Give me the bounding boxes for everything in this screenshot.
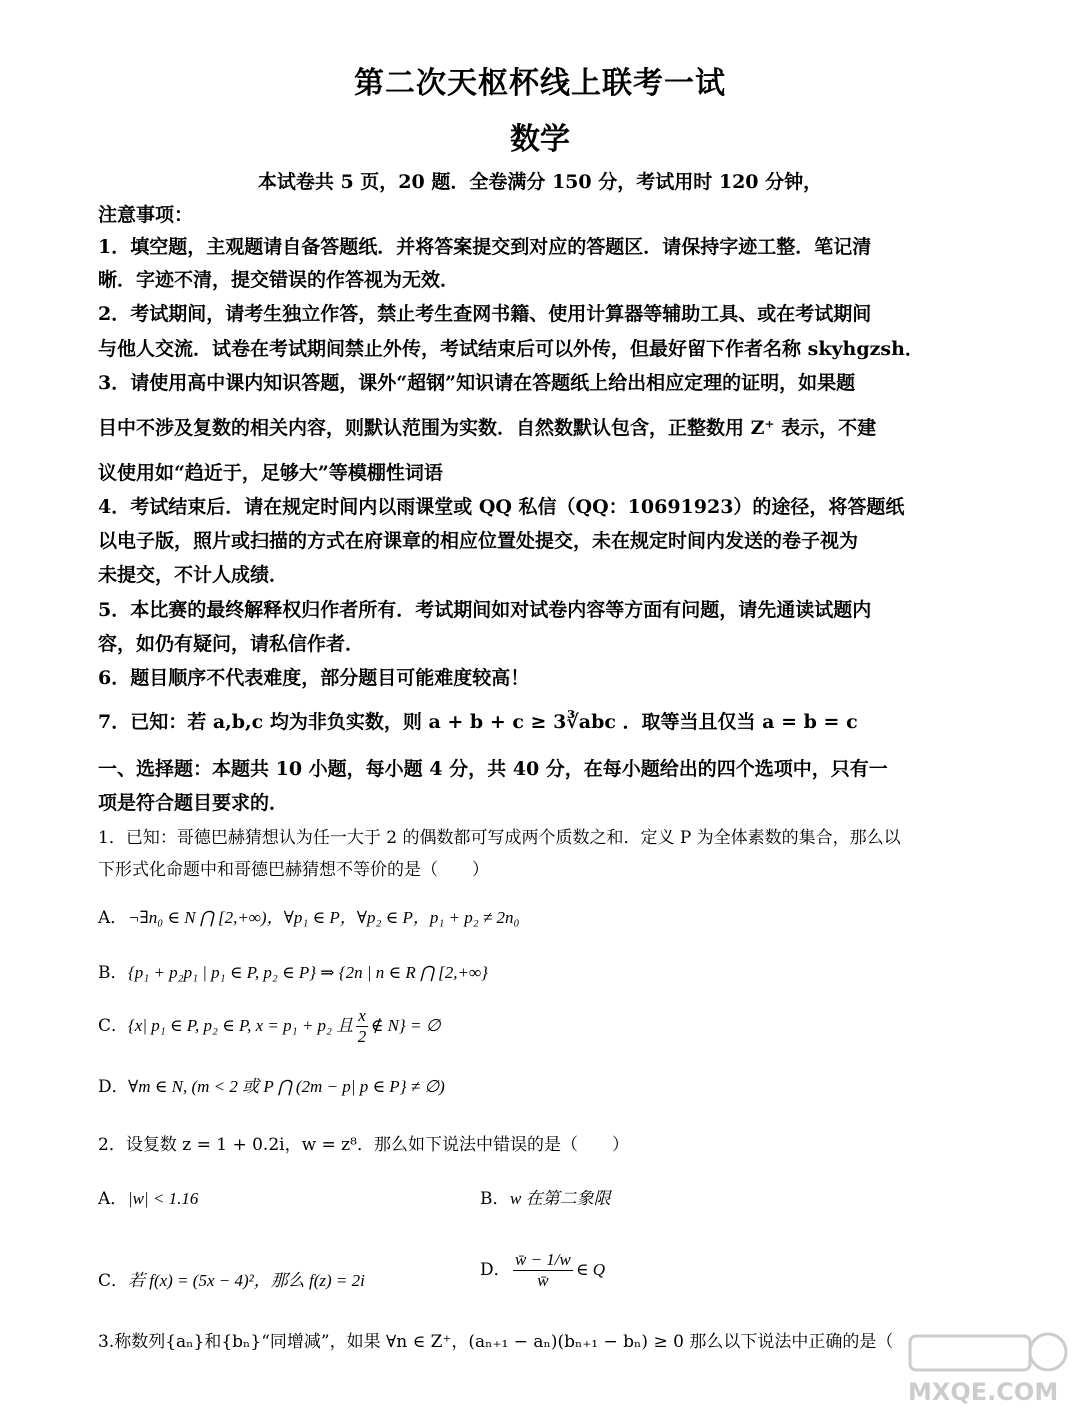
note-line: 晰．字迹不清，提交错误的作答视为无效．	[98, 269, 460, 291]
note-line: 7．已知：若 a,b,c 均为非负实数，则 a + b + c ≥ 3∛abc ．取等当且仅当 a = b = c	[98, 711, 858, 733]
q2-option-b	[480, 1184, 611, 1209]
note-line: 容，如仍有疑问，请私信作者．	[98, 633, 365, 655]
exam-title: 第二次天枢杯线上联考一试	[354, 66, 726, 101]
section-heading: 项是符合题目要求的．	[98, 792, 289, 814]
watermark-logo	[902, 1330, 1072, 1408]
note-line: 6．题目顺序不代表难度，部分题目可能难度较高！	[98, 667, 530, 689]
note-line: 目中不涉及复数的相关内容，则默认范围为实数．自然数默认包含，正整数用 Z⁺ 表示，不建	[98, 417, 877, 439]
q1-option-c	[98, 1006, 441, 1047]
note-line: 未提交，不计人成绩．	[98, 564, 289, 586]
fraction-denominator: 2	[357, 1027, 367, 1046]
option-text: {p₁ + p₂p₁ | p₁ ∈ P, p₂ ∈ P} ⇒ {2n | n ∈ R ⋂ [2,+∞}	[128, 963, 488, 982]
option-text: w 在第二象限	[510, 1189, 611, 1208]
option-label: B．	[480, 1189, 510, 1209]
q2-option-c	[98, 1266, 365, 1291]
fraction	[513, 1250, 573, 1291]
note-line: 4．考试结束后．请在规定时间内以雨课堂或 QQ 私信（QQ：10691923）的途径，将答题纸	[98, 496, 905, 518]
option-label: D．	[98, 1077, 129, 1097]
q2-option-d	[480, 1250, 605, 1291]
q1-option-a	[98, 903, 519, 928]
fraction-numerator: x	[358, 1006, 366, 1025]
note-line: 2．考试期间，请考生独立作答，禁止考生查网书籍、使用计算器等辅助工具、或在考试期间	[98, 303, 872, 325]
note-line: 与他人交流．试卷在考试期间禁止外传，考试结束后可以外传，但最好留下作者名称 skyhgzsh．	[98, 338, 924, 360]
fraction-denominator: w̄	[537, 1271, 549, 1290]
option-label: C．	[98, 1016, 129, 1036]
note-line: 3．请使用高中课内知识答题，课外“超钢”知识请在答题纸上给出相应定理的证明，如果题	[98, 372, 856, 394]
option-label: D．	[480, 1260, 511, 1280]
note-line: 议使用如“趋近于，足够大”等模棚性词语	[98, 462, 443, 484]
option-text: ∀m ∈ N, (m < 2 或 P ⋂ (2m − p| p ∈ P} ≠ ∅)	[128, 1077, 445, 1096]
fraction	[356, 1006, 368, 1047]
option-text: ∈ Q	[575, 1260, 605, 1279]
note-line: 1．填空题，主观题请自备答题纸．并将答案提交到对应的答题区．请保持字迹工整．笔记清	[98, 236, 872, 258]
subject-title: 数学	[510, 122, 570, 157]
note-line: 以电子版，照片或扫描的方式在府课章的相应位置处提交，未在规定时间内发送的卷子视为	[98, 530, 859, 552]
question-2-stem: 2．设复数 z = 1 + 0.2i，w = z⁸．那么如下说法中错误的是（ ）	[98, 1135, 629, 1155]
question-1-stem: 1．已知：哥德巴赫猜想认为任一大于 2 的偶数都可写成两个质数之和．定义 P 为全体素数的集合，那么以	[98, 828, 901, 848]
q1-option-b	[98, 958, 488, 983]
option-text: |w| < 1.16	[128, 1189, 199, 1208]
option-label: A．	[98, 1189, 128, 1209]
exam-info: 本试卷共 5 页，20 题．全卷满分 150 分，考试用时 120 分钟，	[257, 171, 823, 193]
q1-option-d	[98, 1072, 445, 1097]
question-1-stem: 下形式化命题中和哥德巴赫猜想不等价的是（ ）	[98, 860, 489, 880]
option-label: C．	[98, 1271, 129, 1291]
option-text: ∉ N} = ∅	[370, 1016, 441, 1035]
option-label: A．	[98, 908, 128, 928]
option-text: 若 f(x) = (5x − 4)²，那么 f(z) = 2i	[128, 1271, 365, 1290]
section-heading: 一、选择题：本题共 10 小题，每小题 4 分，共 40 分，在每小题给出的四个选项中，只有一	[98, 758, 888, 780]
notes-heading: 注意事项：	[98, 204, 194, 226]
question-3-stem: 3.称数列{aₙ}和{bₙ}“同增减”，如果 ∀n ∈ Z⁺，(aₙ₊₁ − aₙ)(bₙ₊₁ − bₙ) ≥ 0 那么以下说法中正确的是（	[98, 1332, 894, 1352]
q2-option-a	[98, 1184, 198, 1209]
fraction-numerator: w̄ − 1/w	[515, 1250, 571, 1269]
watermark-text: MXQE.COM	[908, 1378, 1059, 1406]
note-line: 5．本比赛的最终解释权归作者所有．考试期间如对试卷内容等方面有问题，请先通读试题内	[98, 599, 872, 621]
option-label: B．	[98, 963, 128, 983]
watermark-icon	[902, 1330, 1072, 1408]
option-text: {x| p₁ ∈ P, p₂ ∈ P, x = p₁ + p₂ 且	[128, 1016, 354, 1035]
option-text: ¬∃n₀ ∈ N ⋂ [2,+∞)，∀p₁ ∈ P，∀p₂ ∈ P，p₁ + p₂ ≠ 2n₀	[128, 908, 520, 927]
